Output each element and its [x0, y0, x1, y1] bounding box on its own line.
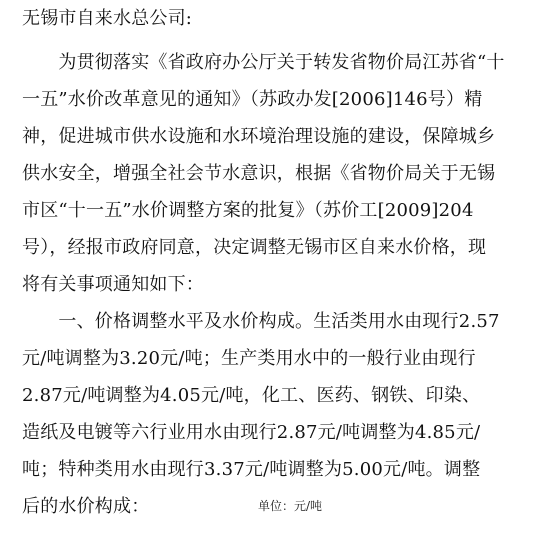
- paragraph-1-line-4: 供水安全，增强全社会节水意识，根据《省物价局关于无锡: [22, 163, 496, 184]
- salutation: 无锡市自来水总公司:: [22, 8, 193, 29]
- unit-label: 单位：元/吨: [258, 499, 323, 513]
- paragraph-2-line-4: 造纸及电镀等六行业用水由现行2.87元/吨调整为4.85元/: [22, 422, 481, 443]
- paragraph-2-line-5: 吨；特种类用水由现行3.37元/吨调整为5.00元/吨。调整: [22, 459, 481, 480]
- paragraph-1-line-1: 为贯彻落实《省政府办公厅关于转发省物价局江苏省“十: [22, 52, 505, 73]
- paragraph-1-line-7: 将有关事项通知如下：: [22, 274, 204, 295]
- paragraph-2-line-2: 元/吨调整为3.20元/吨；生产类用水中的一般行业由现行: [22, 348, 476, 369]
- paragraph-2-line-1: 一、价格调整水平及水价构成。生活类用水由现行2.57: [22, 311, 500, 332]
- paragraph-1-line-6: 号），经报市政府同意，决定调整无锡市区自来水价格，现: [22, 237, 487, 258]
- paragraph-2-line-3: 2.87元/吨调整为4.05元/吨，化工、医药、钢铁、印染、: [22, 385, 481, 406]
- paragraph-1-line-2: 一五”水价改革意见的通知》（苏政办发[2006]146号）精: [22, 89, 483, 110]
- paragraph-2-line-6: 后的水价构成：: [22, 496, 150, 517]
- paragraph-1-line-3: 神，促进城市供水设施和水环境治理设施的建设，保障城乡: [22, 126, 496, 147]
- paragraph-1-line-5: 市区“十一五”水价调整方案的批复》（苏价工[2009]204: [22, 200, 474, 221]
